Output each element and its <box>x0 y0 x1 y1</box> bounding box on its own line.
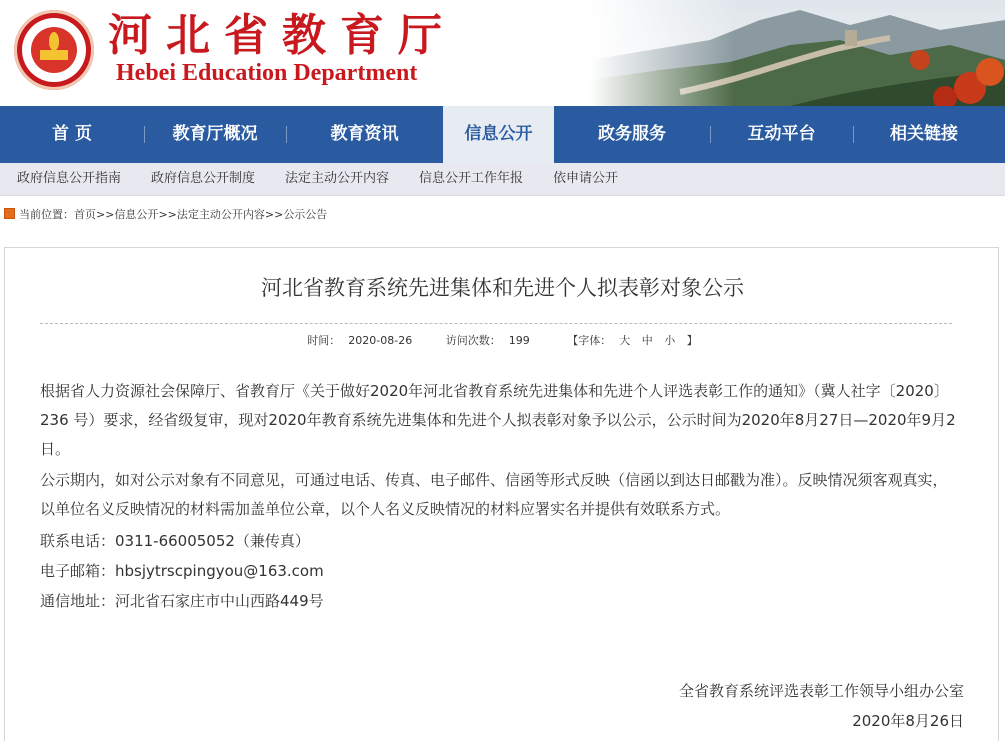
font-size-large[interactable]: 大 <box>619 334 631 347</box>
breadcrumb-info-disclosure[interactable]: 信息公开 <box>114 208 159 221</box>
nav-item-home[interactable]: 首 页 <box>52 124 92 144</box>
signature-date: 2020年8月26日 <box>852 712 964 730</box>
breadcrumb-home[interactable]: 首页 <box>74 208 96 221</box>
visits-label: 访问次数： <box>445 334 501 347</box>
site-header <box>0 0 1005 106</box>
nav-item-news[interactable]: 教育资讯 <box>330 124 399 144</box>
font-size-small[interactable]: 小 <box>664 334 676 347</box>
contact-phone: 联系电话：0311-66005052（兼传真） <box>40 532 310 550</box>
nav-item-overview[interactable]: 教育厅概况 <box>172 124 258 144</box>
breadcrumb-separator: >> <box>264 208 284 221</box>
main-nav <box>0 106 1005 163</box>
nav-item-services[interactable]: 政务服务 <box>598 124 666 144</box>
publish-date: 2020-08-26 <box>348 334 413 347</box>
article-title: 河北省教育系统先进集体和先进个人拟表彰对象公示 <box>261 276 744 300</box>
contact-address: 通信地址：河北省石家庄市中山西路449号 <box>40 592 324 610</box>
font-size-close: 】 <box>686 334 698 347</box>
article-paragraph: 根据省人力资源社会保障厅、省教育厅《关于做好2020年河北省教育系统先进集体和先进个人评选表彰工作的通知》（冀人社字〔2020〕236 号）要求，经省级复审，现对2020年教育系统先进集体和先进个人拟表彰对象予以公示，公示时间为2020年8月27日—2020年9月2日。 <box>40 382 956 458</box>
breadcrumb <box>4 207 327 223</box>
site-title-cn: 河北省教育厅 <box>108 10 456 61</box>
site-title-en: Hebei Education Department <box>116 60 418 86</box>
visit-count: 199 <box>508 334 530 347</box>
nav-item-links[interactable]: 相关链接 <box>890 124 958 144</box>
hebei-education-seal-icon[interactable] <box>14 10 94 90</box>
location-icon <box>4 208 15 219</box>
sub-nav <box>0 163 1005 196</box>
font-size-label: 【字体： <box>567 334 612 347</box>
subnav-item-annual-report[interactable]: 信息公开工作年报 <box>419 171 524 186</box>
nav-item-info-disclosure[interactable]: 信息公开 <box>443 106 554 163</box>
signature-office: 全省教育系统评选表彰工作领导小组办公室 <box>678 682 964 700</box>
subnav-item-guide[interactable]: 政府信息公开指南 <box>17 171 122 186</box>
nav-item-interaction[interactable]: 互动平台 <box>747 124 816 144</box>
subnav-item-statutory-content[interactable]: 法定主动公开内容 <box>285 171 390 186</box>
article-meta <box>0 333 1005 349</box>
contact-email: 电子邮箱：hbsjytrscpingyou@163.com <box>40 562 324 580</box>
breadcrumb-separator: >> <box>96 208 115 221</box>
subnav-item-on-request[interactable]: 依申请公开 <box>553 171 619 186</box>
breadcrumb-announcements[interactable]: 公示公告 <box>283 208 328 221</box>
breadcrumb-statutory-content[interactable]: 法定主动公开内容 <box>176 208 265 221</box>
title-divider <box>40 323 952 324</box>
great-wall-banner-image <box>590 0 1005 106</box>
breadcrumb-prefix: 当前位置： <box>19 208 74 221</box>
time-label: 时间： <box>307 334 341 347</box>
subnav-item-system[interactable]: 政府信息公开制度 <box>151 171 256 186</box>
breadcrumb-separator: >> <box>158 208 177 221</box>
font-size-medium[interactable]: 中 <box>641 334 653 347</box>
article-paragraph: 公示期内，如对公示对象有不同意见，可通过电话、传真、电子邮件、信函等形式反映（信函以到达日邮戳为准）。反映情况须客观真实，以单位名义反映情况的材料需加盖单位公章，以个人名义反映情况的材料应署实名并提供有效联系方式。 <box>40 471 948 518</box>
